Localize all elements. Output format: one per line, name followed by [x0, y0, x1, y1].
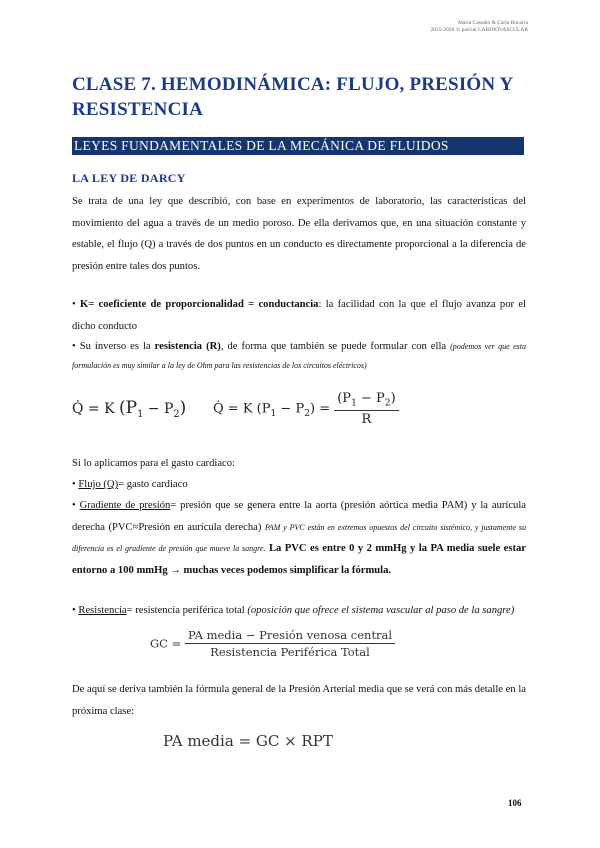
gradiente-text: = presión que se genera entre la aorta (presión aórtica media PAM) y la aurícula derecha (PVC≈Presión en aurícula derecha) [72, 500, 526, 533]
bullet-resistencia-inverso [72, 337, 526, 375]
gradiente-label: Gradiente de presión [79, 500, 171, 511]
gc-numerator: PA media − Presión venosa central [185, 628, 395, 644]
intro-paragraph: Se trata de una ley que describió, con base en experimentos de laboratorio, las características del movimiento del agua a través de un medio poroso. De ella derivamos que, en una situación constante y estable, el flujo (Q) a través de dos puntos en un conducto es directamente proporcional a la diferencia de presión entre tales dos puntos. [72, 196, 526, 272]
resistencia-term: resistencia (R) [154, 341, 221, 352]
gradiente-note: PAM y PVC están en extremos opuestos del circuito sistémico, y justamente su diferencia es el gradiente de presión que mueve la sangre. [72, 522, 526, 553]
conductancia-text: : la facilidad con la que el flujo avanza por el dicho conducto [72, 299, 526, 332]
resistencia-note: (oposición que ofrece el sistema vascular al paso de la sangre) [247, 605, 515, 616]
header-authors: Maria Castaño & Carla Bucarra [458, 20, 528, 26]
bullet-conductancia [72, 294, 526, 337]
pam-formula: PA media = GC × RPT [163, 732, 333, 750]
darcy-formula-resistance: Q̇ = K $(P_1 - P_2)$ = $\frac{(P_1 - P_2)}{R}$ [213, 391, 399, 427]
conductancia-term: K= coeficiente de proporcionalidad = conductancia [80, 299, 319, 310]
section-title: LEYES FUNDAMENTALES DE LA MECÁNICA DE FLUIDOS [74, 138, 449, 153]
page-header [430, 20, 528, 34]
bullet-mark: • [72, 299, 76, 310]
inverse-text-rest: , de forma que también se puede formular con ella [220, 341, 451, 352]
page-title: CLASE 7. HEMODINÁMICA: FLUJO, PRESIÓN Y RESISTENCIA [72, 74, 513, 120]
ohm-note: (podemos ver que esta formulación es muy similar a la ley de Ohm para las resistencias de los circuitos eléctricos) [72, 342, 526, 370]
section-banner [72, 137, 524, 155]
resistencia-text: = resistencia periférica total [126, 605, 248, 616]
gc-formula: GC = $\frac{\text{PA media − Presión venosa central}}{\text{Resistencia Periférica Total}}$ [150, 628, 395, 659]
flujo-label: Flujo (Q) [78, 479, 119, 490]
bullet-mark: • [72, 500, 76, 511]
bullet-resistencia [72, 600, 526, 622]
pam-intro: De aquí se deriva también la fórmula general de la Presión Arterial media que se verá con más detalle en la próxima clase: [72, 684, 526, 717]
darcy-formula-conductance: Q̇ = K $(P_1 - P_2)$ [72, 398, 187, 420]
resistance-fraction: $\frac{(P_1 - P_2)}{R}$ [334, 391, 398, 427]
cardiac-intro: Si lo aplicamos para el gasto cardiaco: [72, 458, 235, 469]
inverse-text-pre: Su inverso es la [79, 341, 155, 352]
resistencia-label: Resistencia [78, 605, 127, 616]
page-number: 106 [508, 798, 522, 808]
bullet-gradiente [72, 495, 526, 581]
bullet-mark: • [72, 341, 76, 352]
bullet-mark: • [72, 605, 76, 616]
bullet-mark: • [72, 479, 76, 490]
flujo-text: = gasto cardiaco [118, 479, 188, 490]
gc-denominator: Resistencia Periférica Total [210, 645, 370, 659]
header-course: 2025-2026 1r parcial CARDIOVASCULAR [430, 27, 528, 33]
gradiente-bold-note: La PVC es entre 0 y 2 mmHg y la PA media suele estar entorno a 100 mmHg → muchas veces podemos simplificar la fórmula. [72, 543, 527, 576]
subheading-darcy: LA LEY DE DARCY [72, 171, 186, 185]
bullet-flujo [72, 474, 526, 496]
